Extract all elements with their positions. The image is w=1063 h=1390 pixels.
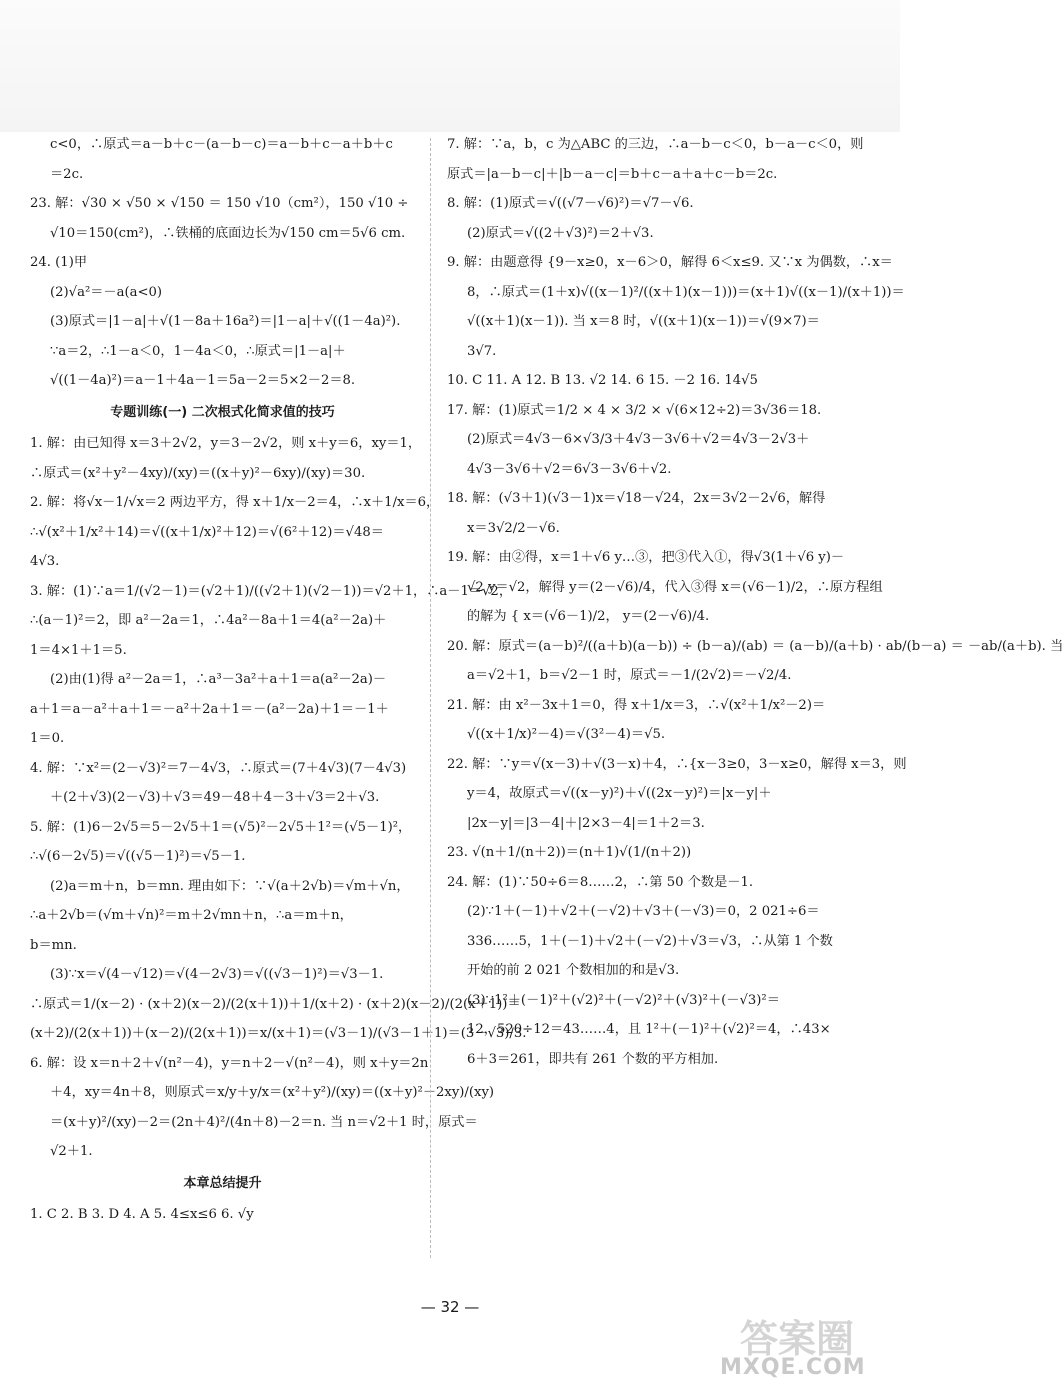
text-line: 24. 解：(1)∵50÷6＝8……2，∴第 50 个数是－1. xyxy=(447,874,754,890)
section-heading: 专题训练(一) 二次根式化简求值的技巧 xyxy=(110,404,335,420)
text-line: ∴√(x²＋1/x²＋14)＝√((x＋1/x)²＋12)＝√(6²＋12)＝√48＝ xyxy=(30,524,384,540)
text-line: √10＝150(cm²)，∴铁桶的底面边长为√150 cm＝5√6 cm. xyxy=(50,225,406,241)
text-line: 12，520÷12＝43……4，且 1²＋(－1)²＋(√2)²＝4，∴43× xyxy=(467,1022,831,1037)
text-line: 22. 解：∵y＝√(x－3)＋√(3－x)＋4，∴{x－3≥0，3－x≥0，解得 x＝3，则 xyxy=(447,756,907,772)
text-line: (x＋2)/(2(x＋1))＋(x－2)/(2(x＋1))＝x/(x＋1)＝(√3－1)/(√3－1＋1)＝(3－√3)/3. xyxy=(30,1026,527,1041)
text-line: ∴(a－1)²＝2，即 a²－2a＝1，∴4a²－8a＋1＝4(a²－2a)＋ xyxy=(30,613,387,628)
column-divider xyxy=(430,138,431,1258)
text-line: (3)∵x＝√(4－√12)＝√(4－2√3)＝√((√3－1)²)＝√3－1. xyxy=(50,967,384,982)
top-margin-band xyxy=(0,0,900,132)
text-line: 17. 解：(1)原式＝1/2 × 4 × 3/2 × √(6×12÷2)＝3√36＝18. xyxy=(447,402,822,418)
text-line: ∴√(6－2√5)＝√((√5－1)²)＝√5－1. xyxy=(30,849,246,864)
text-line: 1. 解：由已知得 x＝3＋2√2，y＝3－2√2，则 x＋y＝6，xy＝1， xyxy=(30,436,422,451)
text-line: ∴原式＝(x²＋y²－4xy)/(xy)＝((x＋y)²－6xy)/(xy)＝30. xyxy=(30,465,366,481)
text-line: 19. 解：由②得，x＝1＋√6 y…③，把③代入①，得√3(1＋√6 y)－ xyxy=(447,550,845,565)
text-line: (3)∵1²＋(－1)²＋(√2)²＋(－√2)²＋(√3)²＋(－√3)²＝ xyxy=(467,992,780,1008)
text-line: √2＋1. xyxy=(50,1144,93,1159)
text-line: 1＝4×1＋1＝5. xyxy=(30,642,127,658)
text-line: 336……5，1＋(－1)＋√2＋(－√2)＋√3＝√3，∴从第 1 个数 xyxy=(467,933,833,949)
text-line: 5. 解：(1)6－2√5＝5－2√5＋1＝(√5)²－2√5＋1²＝(√5－1)²， xyxy=(30,819,412,835)
text-line: 4√3－3√6＋√2＝6√3－3√6＋√2. xyxy=(467,461,672,477)
text-line: (2)a＝m＋n，b＝mn. 理由如下：∵√(a＋2√b)＝√m＋√n， xyxy=(50,878,410,894)
text-line: (2)√a²＝－a(a<0) xyxy=(50,284,163,300)
text-line: 2. 解：将√x－1/√x＝2 两边平方，得 x＋1/x－2＝4，∴x＋1/x＝6， xyxy=(30,495,440,510)
text-line: 9. 解：由题意得 {9－x≥0，x－6＞0，解得 6＜x≤9. 又∵x 为偶数，∴x＝ xyxy=(447,255,893,270)
text-line: 23. 解：√30 × √50 × √150 ＝ 150 √10（cm²），150 √10 ÷ xyxy=(30,196,409,211)
text-line: √((x＋1)(x－1)). 当 x＝8 时，√((x＋1)(x－1))＝√(9×7)＝ xyxy=(467,314,820,329)
text-line: 7. 解：∵a，b，c 为△ABC 的三边，∴a－b－c＜0，b－a－c＜0，则 xyxy=(447,137,864,152)
text-line: y＝4，故原式＝√((x－y)²)＋√((2x－y)²)＝|x－y|＋ xyxy=(467,786,772,801)
text-line: 3. 解：(1)∵a＝1/(√2－1)＝(√2＋1)/((√2＋1)(√2－1))＝√2＋1，∴a－1＝√2， xyxy=(30,583,513,599)
text-line: |2x－y|＝|3－4|＋|2×3－4|＝1＋2＝3. xyxy=(467,815,705,831)
right-column xyxy=(447,130,1063,1074)
text-line: 1＝0. xyxy=(30,731,65,746)
text-line: ∴原式＝1/(x－2) · (x＋2)(x－2)/(2(x＋1))＋1/(x＋2) · (x＋2)(x－2)/(2(x＋1))＝ xyxy=(30,996,521,1012)
text-line: 4√3. xyxy=(30,554,60,569)
text-line: (2)∵1＋(－1)＋√2＋(－√2)＋√3＋(－√3)＝0，2 021÷6＝ xyxy=(467,904,820,919)
text-line: 10. C 11. A 12. B 13. √2 14. 6 15. －2 16. 14√5 xyxy=(447,373,758,388)
text-line: ∵a＝2，∴1－a＜0，1－4a＜0，∴原式＝|1－a|＋ xyxy=(50,343,346,359)
text-line: ＋4，xy＝4n＋8，则原式＝x/y＋y/x＝(x²＋y²)/(xy)＝((x＋y)²－2xy)/(xy) xyxy=(50,1085,495,1100)
text-line: (2)由(1)得 a²－2a＝1，∴a³－3a²＋a＋1＝a(a²－2a)－ xyxy=(50,672,387,687)
text-line: 18. 解：(√3＋1)(√3－1)x＝√18－√24，2x＝3√2－2√6，解得 xyxy=(447,491,826,506)
watermark-site: MXQE.COM xyxy=(720,1355,866,1380)
text-line: 3√7. xyxy=(467,343,497,359)
text-line: b＝mn. xyxy=(30,937,77,953)
text-line: √2 y＝√2，解得 y＝(2－√6)/4，代入③得 x＝(√6－1)/2，∴原方程组 xyxy=(467,579,883,595)
text-line: ＝(x＋y)²/(xy)－2＝(2n＋4)²/(4n＋8)－2＝n. 当 n＝√2＋1 时，原式＝ xyxy=(50,1114,478,1130)
watermark-logo: 答案圈 xyxy=(740,1317,855,1361)
text-line: 的解为 { x＝(√6－1)/2， y＝(2－√6)/4. xyxy=(467,609,710,624)
text-line: x＝3√2/2－√6. xyxy=(467,520,560,536)
text-line: a＋1＝a－a²＋a＋1＝－a²＋2a＋1＝－(a²－2a)＋1＝－1＋ xyxy=(30,701,389,717)
text-line: 21. 解：由 x²－3x＋1＝0，得 x＋1/x＝3，∴√(x²＋1/x²－2)＝ xyxy=(447,697,826,713)
text-line: √((x＋1/x)²－4)＝√(3²－4)＝√5. xyxy=(467,727,666,742)
text-line: √((1－4a)²)＝a－1＋4a－1＝5a－2＝5×2－2＝8. xyxy=(50,373,356,388)
text-line: 原式＝|a－b－c|＋|b－a－c|＝b＋c－a＋a＋c－b＝2c. xyxy=(447,166,778,182)
text-line: 开始的前 2 021 个数相加的和是√3. xyxy=(467,963,680,978)
text-line: 6. 解：设 x＝n＋2＋√(n²－4)，y＝n＋2－√(n²－4)，则 x＋y＝2n xyxy=(30,1055,429,1071)
section-heading: 本章总结提升 xyxy=(183,1175,262,1191)
text-line: ＋(2＋√3)(2－√3)＋√3＝49－48＋4－3＋√3＝2＋√3. xyxy=(50,790,380,805)
text-line: 20. 解：原式＝(a－b)²/((a＋b)(a－b)) ÷ (b－a)/(ab) ＝ (a－b)/(a＋b) · ab/(b－a) ＝ －ab/(a＋b). 当 xyxy=(447,638,1063,654)
text-line: 23. √(n＋1/(n＋2))＝(n＋1)√(1/(n＋2)) xyxy=(447,845,692,860)
text-line: ＝2c. xyxy=(50,166,84,182)
text-line: 4. 解：∵x²＝(2－√3)²＝7－4√3，∴原式＝(7＋4√3)(7－4√3) xyxy=(30,760,407,776)
text-line: (2)原式＝√((2＋√3)²)＝2＋√3. xyxy=(467,225,654,241)
text-line: (2)原式＝4√3－6×√3/3＋4√3－3√6＋√2＝4√3－2√3＋ xyxy=(467,432,810,447)
text-line: (3)原式＝|1－a|＋√(1－8a＋16a²)＝|1－a|＋√((1－4a)²). xyxy=(50,314,401,329)
text-line: 6＋3＝261，即共有 261 个数的平方相加. xyxy=(467,1051,719,1067)
page-number: — 32 — xyxy=(420,1298,480,1316)
text-line: a＝√2＋1，b＝√2－1 时，原式＝－1/(2√2)＝－√2/4. xyxy=(467,668,792,683)
text-line: 24. (1)甲 xyxy=(30,255,88,270)
text-line: ∴a＋2√b＝(√m＋√n)²＝m＋2√mn＋n，∴a＝m＋n， xyxy=(30,908,353,923)
text-line: 1. C 2. B 3. D 4. A 5. 4≤x≤6 6. √y xyxy=(30,1207,254,1222)
text-line: 8. 解：(1)原式＝√((√7－√6)²)＝√7－√6. xyxy=(447,196,694,211)
text-line: c<0，∴原式＝a－b＋c－(a－b－c)＝a－b＋c－a＋b＋c xyxy=(50,137,393,152)
text-line: 8，∴原式＝(1＋x)√((x－1)²/((x＋1)(x－1)))＝(x＋1)√((x－1)/(x＋1))＝ xyxy=(467,284,905,300)
